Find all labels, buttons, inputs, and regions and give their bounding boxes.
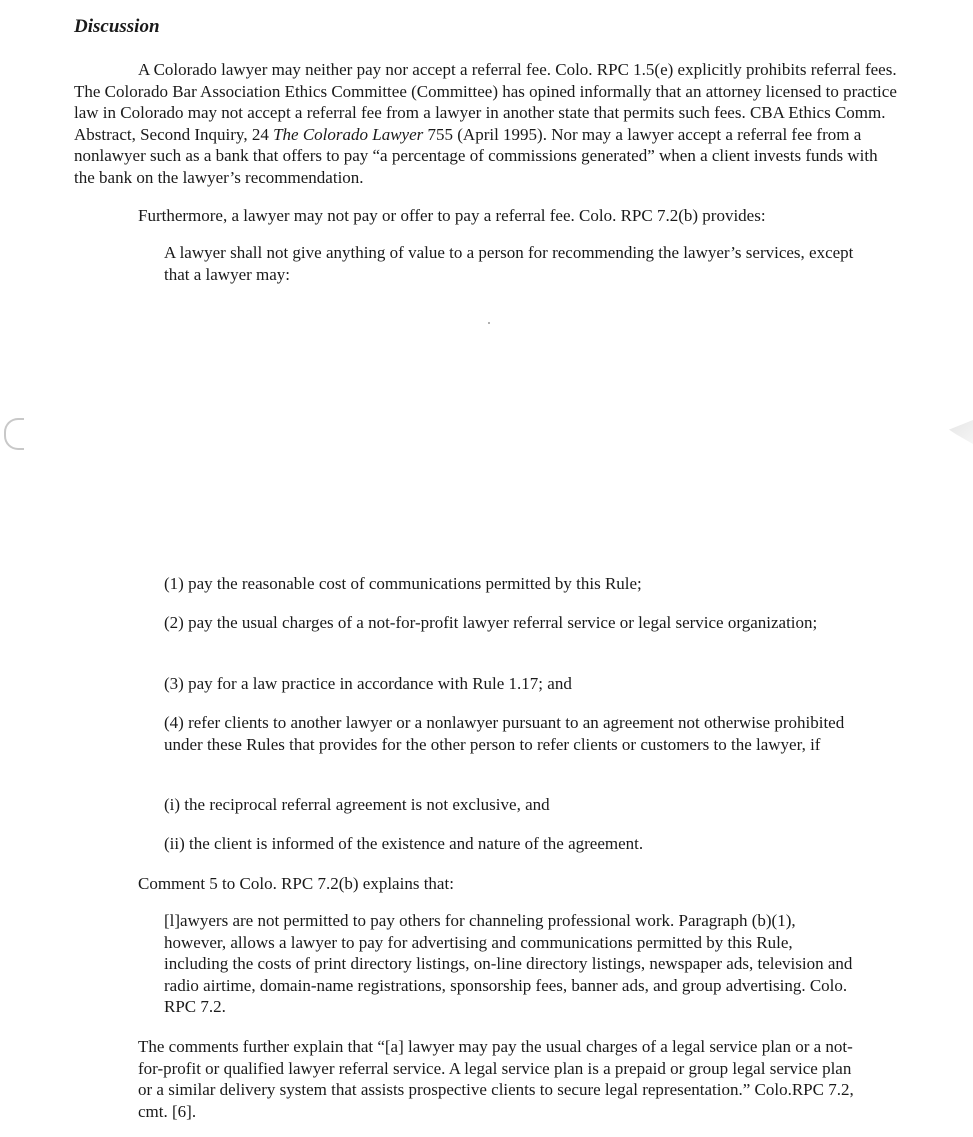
section-heading: Discussion xyxy=(74,16,160,37)
comment-quote: [l]awyers are not permitted to pay others for channeling professional work. Paragraph (b)(1), however, allows a lawyer to pay for advertising and communications permitted by this Rule, including the costs of print directory listings, on-line directory listings, newspaper ads, television and radio airtime, domain-name registrations, sponsorship fees, banner ads, and group advertising. Colo. RPC 7.2. xyxy=(164,911,853,1017)
rule-item: (4) refer clients to another lawyer or a nonlawyer pursuant to an agreement not otherwise prohibited under these Rules that provides for the other person to refer clients or customers to the lawyer, if xyxy=(164,713,845,754)
scan-speck xyxy=(488,322,490,324)
paragraph-text-before-citation: A Colorado lawyer may neither pay nor accept a referral fee. Colo. RPC 1.5(e) explicitly prohibits referral fees. The Colorado Bar Association Ethics Committee (Committee) has opined informally that an attorney licensed to practice law in Colorado may not accept a referral fee from a lawyer in another state that permits such fees. CBA Ethics Comm. Abstract, Second Inquiry, 24 xyxy=(74,60,897,144)
rule-quote-intro: A lawyer shall not give anything of value to a person for recommending the lawyer’s services, except that a lawyer may: xyxy=(164,243,854,284)
right-edge-artifact xyxy=(949,420,973,444)
rule-item: (1) pay the reasonable cost of communications permitted by this Rule; xyxy=(164,574,642,593)
paragraph-comments-explanation: The comments further explain that “[a] lawyer may pay the usual charges of a legal service plan or a not-for-profit or qualified lawyer referral service. A legal service plan is a prepaid or group legal service plan or a similar delivery system that assists prospective clients to secure legal representation.” Colo.RPC 7.2, cmt. [6]. xyxy=(138,1037,854,1121)
left-edge-artifact xyxy=(4,418,24,450)
rule-item: (3) pay for a law practice in accordance with Rule 1.17; and xyxy=(164,674,572,693)
paragraph-text-after-citation: 755 (April 1995). Nor may a lawyer accept a referral fee from a nonlawyer such as a bank that offers to pay “a percentage of commissions generated” when a client invests funds with the bank on the lawyer’s recommendation. xyxy=(74,124,878,187)
paragraph-comment-intro: Comment 5 to Colo. RPC 7.2(b) explains that: xyxy=(138,874,454,893)
rule-subitem: (ii) the client is informed of the existence and nature of the agreement. xyxy=(164,834,644,853)
rule-item: (2) pay the usual charges of a not-for-profit lawyer referral service or legal service organization; xyxy=(164,613,818,632)
rule-subitem: (i) the reciprocal referral agreement is not exclusive, and xyxy=(164,795,550,814)
paragraph-rule-intro: Furthermore, a lawyer may not pay or offer to pay a referral fee. Colo. RPC 7.2(b) provides: xyxy=(138,206,766,225)
paragraph-referral-fee-prohibition xyxy=(74,59,898,189)
publication-title: The Colorado Lawyer xyxy=(273,124,424,144)
